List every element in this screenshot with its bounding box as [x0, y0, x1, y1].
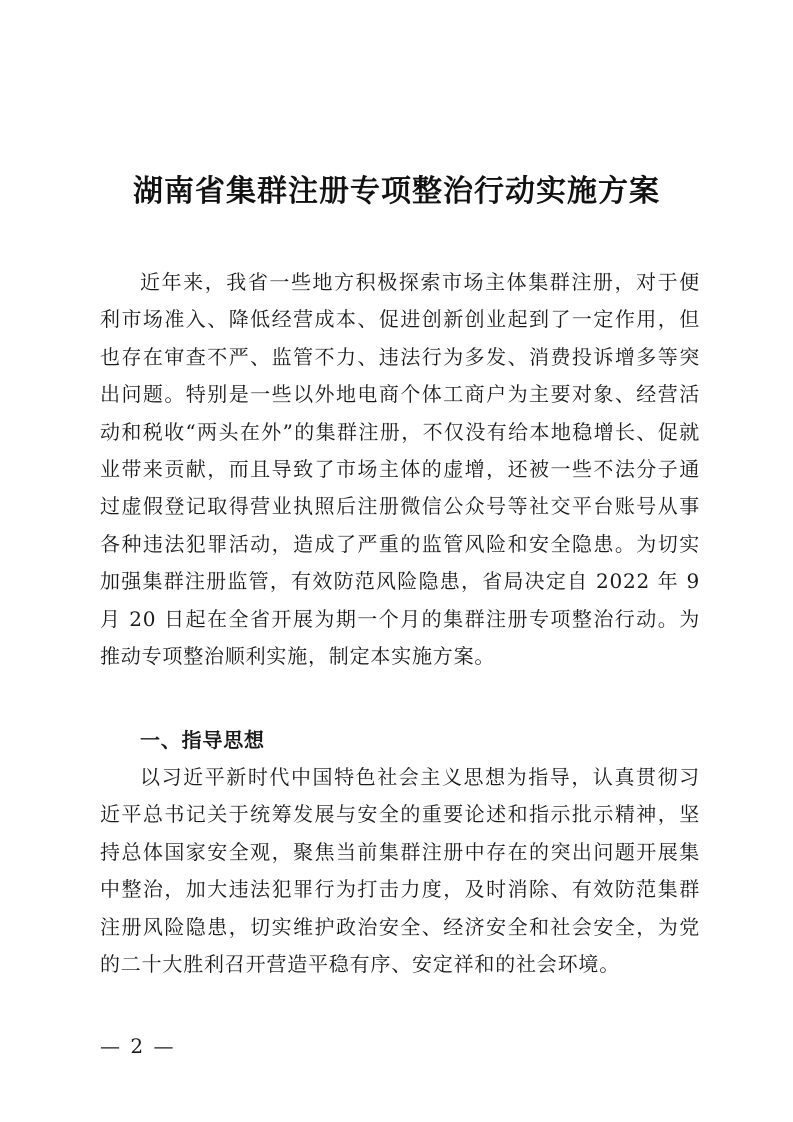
section-heading: 一、指导思想: [140, 728, 265, 752]
guiding-ideology-paragraph: 以习近平新时代中国特色社会主义思想为指导，认真贯彻习近平总书记关于统筹发展与安全的重要论述和指示批示精神，坚持总体国家安全观，聚焦当前集群注册中存在的突出问题开展集中整治，加大违法犯罪行为打击力度，及时消除、有效防范集群注册风险隐患，切实维护政治安全、经济安全和社会安全，为党的二十大胜利召开营造平稳有序、安定祥和的社会环境。: [100, 765, 700, 977]
intro-paragraph: 近年来，我省一些地方积极探索市场主体集群注册，对于便利市场准入、降低经营成本、促进创新创业起到了一定作用，但也存在审查不严、监管不力、违法行为多发、消费投诉增多等突出问题。特别是一些以外地电商个体工商户为主要对象、经营活动和税收“两头在外”的集群注册，不仅没有给本地稳增长、促就业带来贡献，而且导致了市场主体的虚增，还被一些不法分子通过虚假登记取得营业执照后注册微信公众号等社交平台账号从事各种违法犯罪活动，造成了严重的监管风险和安全隐患。为切实加强集群注册监管，有效防范风险隐患，省局决定自 2022 年 9 月 20 日起在全省开展为期一个月的集群注册专项整治行动。为推动专项整治顺利实施，制定本实施方案。: [100, 270, 700, 669]
page-number: — 2 —: [100, 1034, 176, 1058]
document-title: 湖南省集群注册专项整治行动实施方案: [133, 174, 660, 209]
